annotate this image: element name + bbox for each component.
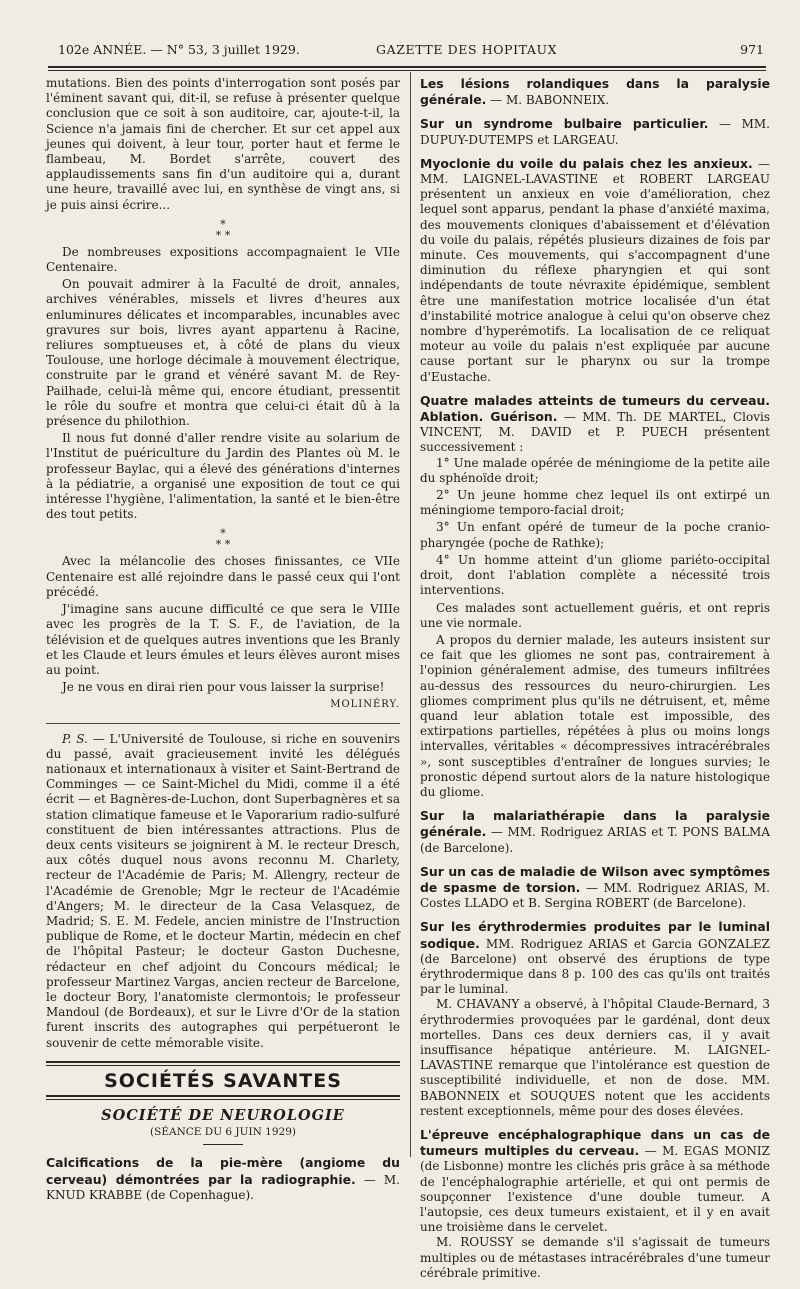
communication-entry bbox=[420, 76, 770, 108]
paragraph: M. CHAVANY a observé, à l'hôpital Claude-Bernard, 3 érythrodermies provoquées par le gardénal, dont deux mortelles. Dans ces deux derniers cas, il y avait insuffisance hépatique antérieure. M. LAIGNEL-LAVASTINE remarque que l'intolérance est question de susceptibilité individuelle, et non de dose. MM. BABONNEIX et SOUQUES notent que les accidents restent exceptionnels, même pour des doses élevées. bbox=[420, 997, 770, 1118]
header-rule bbox=[48, 66, 766, 68]
paragraph: Il nous fut donné d'aller rendre visite au solarium de l'Institut de puériculture du Jardin des Plantes où M. le professeur Baylac, qui a élevé des générations d'internes à la pédiatrie, a organisé une exposition de tout ce qui intéresse l'hygiène, l'alimentation, la santé et le bien-être des tout petits. bbox=[46, 431, 400, 522]
entry-authors: — M. KNUD KRABBE (de Copenhague). bbox=[46, 1172, 400, 1202]
communication-entry bbox=[420, 864, 770, 912]
communication-entry bbox=[420, 919, 770, 1119]
paragraph: De nombreuses expositions accompagnaient le VIIe Centenaire. bbox=[46, 244, 400, 275]
postscript bbox=[46, 732, 400, 1051]
paragraph: mutations. Bien des points d'interrogation sont posés par l'éminent savant qui, dit-il, se refuse à présenter quelque conclusion que ce soit à son auditoire, car, ajoute-t-il, la Science n'a jamais fini de chercher. Et sur cet appel aux jeunes qui doivent, à leur tour, porter haut et ferme le flambeau, M. Bordet s'arrête, couvert des applaudissements sans fin d'un auditoire qui a, durant une heure, travaillé avec lui, en synthèse de vingt ans, si je puis ainsi écrire... bbox=[46, 76, 400, 212]
entry-authors: — MM. Rodriguez ARIAS, M. Costes LLADO et B. Sergina ROBERT (de Barcelone). bbox=[420, 880, 770, 911]
entry-authors: — MM. Rodriguez ARIAS et T. PONS BALMA (de Barcelone). bbox=[420, 825, 770, 855]
meeting-date: (SÉANCE DU 6 JUIN 1929) bbox=[150, 1126, 296, 1139]
section-asterism: * * * bbox=[215, 527, 231, 552]
author-signature: MOLINÉRY. bbox=[330, 699, 400, 711]
section-rule bbox=[46, 1061, 400, 1066]
paragraph: A propos du dernier malade, les auteurs insistent sur ce fait que les gliomes ne sont pas, contrairement à l'opinion généralement admise, des tumeurs infiltrées au-dessus des ressources du neuro-chirurgien. Les gliomes compriment plus qu'ils ne détruisent, et, même quand leur ablation totale est impossible, des extirpations partielles, répétées à plus ou moins longs intervalles, véritables « décompressives intracérébrales », sont susceptibles d'entraîner de longues survies; le pronostic dépend surtout alors de la nature histologique du gliome. bbox=[420, 632, 770, 799]
short-rule bbox=[203, 1144, 243, 1145]
communication-entry bbox=[420, 393, 770, 800]
entry-title: Quatre malades atteints de tumeurs du cerveau. Ablation. Guérison. bbox=[420, 392, 770, 425]
paragraph: On pouvait admirer à la Faculté de droit, annales, archives vénérables, missels et livres d'heures aux enluminures délicates et incomparables, incunables avec gravures sur bois, livres ayant appartenu à Racine, reliures somptueuses et, à côté de plans du vieux Toulouse, une horloge décimale à mouvement électrique, construite par le grand et vénéré savant M. de Rey-Pailhade, celui-là même qui, encore étudiant, pressentit le rôle du soufre et montra que celui-ci était dû à la présence du philothion. bbox=[46, 277, 400, 429]
entry-title: L'épreuve encéphalographique dans un cas de tumeurs multiples du cerveau. bbox=[420, 1127, 770, 1159]
left-column bbox=[46, 76, 400, 1211]
header-rule-thin bbox=[48, 70, 766, 71]
entry-authors: — MM. DUPUY-DUTEMPS et LARGEAU. bbox=[420, 117, 770, 147]
entry-title: Calcifications de la pie-mère (angiome du cerveau) démontrées par la radiographie. bbox=[46, 1155, 400, 1187]
list-item: 2° Un jeune homme chez lequel ils ont extirpé un méningiome temporo-facial droit; bbox=[420, 488, 770, 518]
ps-text: — L'Université de Toulouse, si riche en souvenirs du passé, avait gracieusement invité les délégués nationaux et internationaux à visiter et Saint-Bertrand de Comminges — ce Saint-Michel du Midi, comme il a été écrit — et Bagnères-de-Luchon, dont Superbagnères et sa station climatique fameuse et le Vaporarium radio-sulfuré constituent de bien intéressantes attractions. Plus de deux cents visiteurs se joignirent à M. le recteur Dresch, aux côtés duquel nous avons reconnu M. Charlety, recteur de l'Académie de Paris; M. Allengry, recteur de l'Académie de Grenoble; Mgr le recteur de l'Académie d'Angers; M. le directeur de la Casa Velasquez, de Madrid; S. E. M. Fedele, ancien ministre de l'Instruction publique de Rome, et le docteur Martin, médecin en chef de l'hôpital Pasteur; le docteur Gaston Duchesne, rédacteur en chef adjoint du Concours médical; le professeur Martinez Vargas, ancien recteur de Barcelone, le docteur Bory, l'anatomiste clermontois; le professeur Mandoul (de Bordeaux), et sur le Livre d'Or de la station furent inscrits des autographes qui perpétueront le souvenir de cette mémorable visite. bbox=[46, 731, 400, 1050]
list-item: 4° Un homme atteint d'un gliome pariéto-occipital droit, dont l'ablation complète a nécessité trois interventions. bbox=[420, 552, 770, 598]
divider bbox=[46, 723, 400, 724]
entry-body: — MM. LAIGNEL-LAVASTINE et ROBERT LARGEAU présentent un anxieux en voie d'amélioration, chez lequel sont apparus, pendant la phase d'anxiété maxima, des mouvements cloniques d'abaissement et d'élévation du voile du palais, répétés plusieurs dizaines de fois par minute. Ces mouvements, qui s'accompagnent d'une diminution du réflexe pharyngien et qui sont indépendants de toute névraxite épidémique, semblent être une manifestation motrice localisée d'un état d'instabilité motrice analogue à celui qu'on observe chez nombre d'hyperémotifs. La localisation de ce reliquat moteur au voile du palais n'est expliquée par aucune cause portant sur le pharynx ou sur la trompe d'Eustache. bbox=[420, 156, 770, 384]
journal-title: GAZETTE DES HOPITAUX bbox=[376, 42, 558, 57]
section-rule bbox=[46, 1095, 400, 1100]
entry-title: Myoclonie du voile du palais chez les anxieux. bbox=[420, 155, 753, 171]
paragraph: J'imagine sans aucune difficulté ce que sera le VIIIe avec les progrès de la T. S. F., de l'aviation, de la télévision et de quelques autres inventions que les Branly et les Claude et leurs émules et leurs élèves auront mises au point. bbox=[46, 602, 400, 677]
communication-entry bbox=[420, 116, 770, 147]
section-title: SOCIÉTÉS SAVANTES bbox=[104, 1069, 342, 1092]
ps-label: P. S. bbox=[62, 731, 88, 746]
entry-title: Sur la malariathérapie dans la paralysie générale. bbox=[420, 808, 770, 840]
entry-body: — M. EGAS MONIZ (de Lisbonne) montre les clichés pris grâce à sa méthode de l'encéphalographie artérielle, et qui ont permis de soupçonner l'existence d'une double tumeur. A l'autopsie, ces deux tumeurs existaient, et il y en avait une troisième dans le cervelet. bbox=[420, 1144, 770, 1235]
entry-authors: — M. BABONNEIX. bbox=[486, 93, 610, 108]
subsection-title: SOCIÉTÉ DE NEUROLOGIE bbox=[101, 1106, 345, 1124]
issue-info: 102e ANNÉE. — N° 53, 3 juillet 1929. bbox=[58, 42, 300, 57]
right-column bbox=[420, 76, 770, 1289]
page-header bbox=[58, 38, 764, 60]
section-asterism: * * * bbox=[215, 217, 231, 242]
entry-authors: — MM. Th. DE MARTEL, Clovis VINCENT, M. DAVID et P. PUECH présentent successivement : bbox=[420, 410, 771, 455]
paragraph: Je ne vous en dirai rien pour vous laisser la surprise! bbox=[62, 680, 385, 695]
list-item: 3° Un enfant opéré de tumeur de la poche cranio-pharyngée (poche de Rathke); bbox=[420, 520, 770, 550]
paragraph: Avec la mélancolie des choses finissantes, ce VIIe Centenaire est allé rejoindre dans le passé ceux qui l'ont précédé. bbox=[46, 554, 400, 599]
entry-title: Sur un cas de maladie de Wilson avec symptômes de spasme de torsion. bbox=[420, 863, 770, 895]
entry-body: MM. Rodriguez ARIAS et Garcia GONZALEZ (de Barcelone) ont observé des éruptions de type érythrodermique dans 8 p. 100 des cas qu'ils ont traités par le luminal. bbox=[420, 936, 770, 997]
paragraph: M. ROUSSY se demande s'il s'agissait de tumeurs multiples ou de métastases intracérébrales d'une tumeur cérébrale primitive. bbox=[420, 1235, 770, 1280]
page-number: 971 bbox=[740, 42, 764, 57]
column-divider bbox=[410, 72, 411, 1157]
entry-title: Sur les érythrodermies produites par le luminal sodique. bbox=[420, 919, 770, 951]
entry-title: Les lésions rolandiques dans la paralysie générale. bbox=[420, 76, 770, 108]
communication-entry bbox=[420, 1127, 770, 1281]
communication-entry bbox=[420, 156, 770, 385]
list-item: 1° Une malade opérée de méningiome de la petite aile du sphénoïde droit; bbox=[420, 455, 770, 485]
entry-title: Sur un syndrome bulbaire particulier. bbox=[420, 116, 709, 132]
communication-entry bbox=[420, 808, 770, 856]
paragraph: Ces malades sont actuellement guéris, et ont repris une vie normale. bbox=[420, 600, 770, 630]
